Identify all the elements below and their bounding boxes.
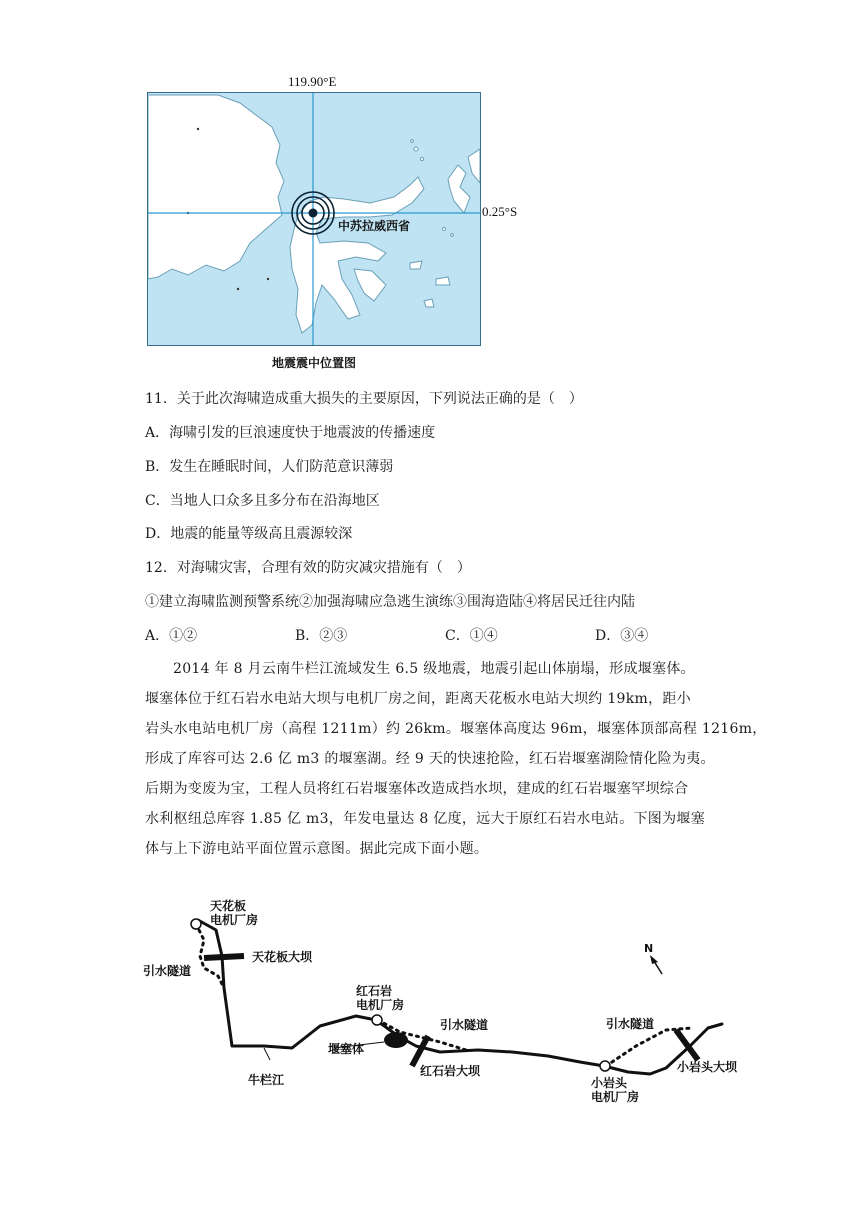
province-label: 中苏拉威西省 [338, 219, 411, 233]
tianhuaban-plant-label-1: 天花板 [210, 899, 247, 913]
north-arrow-icon [650, 955, 662, 974]
question-12-option-c: C．①④ [445, 628, 498, 644]
map-caption: 地震震中位置图 [272, 356, 357, 370]
tianhuaban-plant-icon [191, 919, 201, 929]
north-label: N [644, 942, 654, 955]
barrier-icon [384, 1032, 408, 1048]
hongshiyan-dam-icon [412, 1036, 428, 1066]
xiaoyantou-plant-label-1: 小岩头 [591, 1076, 628, 1090]
question-11-stem: 11．关于此次海啸造成重大损失的主要原因，下列说法正确的是（ ） [145, 391, 583, 407]
passage-line: 堰塞体位于红石岩水电站大坝与电机厂房之间，距离天花板水电站大坝约 19km，距小 [145, 691, 692, 707]
barrier-label: 堰塞体 [328, 1042, 365, 1056]
question-12-statement: ①建立海啸监测预警系统②加强海啸应急逃生演练③围海造陆④将居民迁往内陆 [145, 594, 635, 610]
hongshiyan-plant-icon [372, 1015, 382, 1025]
passage-line: 2014 年 8 月云南牛栏江流域发生 6.5 级地震，地震引起山体崩塌，形成堰塞体。 [173, 661, 695, 677]
passage-line: 后期为变废为宝，工程人员将红石岩堰塞体改造成挡水坝，建成的红石岩堰塞罕坝综合 [145, 781, 689, 797]
tunnel-right-label: 引水隧道 [606, 1017, 655, 1031]
hongshiyan-plant-label-2: 电机厂房 [356, 998, 405, 1012]
tunnel-middle-label: 引水隧道 [440, 1018, 489, 1032]
longitude-label: 119.90°E [288, 74, 337, 89]
question-12-option-a: A．①② [145, 628, 198, 644]
question-11-option-d: D．地震的能量等级高且震源较深 [145, 526, 353, 542]
latitude-label: 0.25°S [482, 204, 518, 219]
xiaoyantou-plant-label-2: 电机厂房 [591, 1090, 640, 1104]
passage-line: 水利枢纽总库容 1.85 亿 m3，年发电量达 8 亿度，远大于原红石岩水电站。下图为堰塞 [145, 811, 706, 827]
xiaoyantou-dam-label: 小岩头大坝 [677, 1060, 738, 1074]
river-label-pointer [264, 1048, 270, 1060]
hongshiyan-plant-label-1: 红石岩 [356, 984, 393, 998]
question-12-stem: 12．对海啸灾害，合理有效的防灾减灾措施有（ ） [145, 560, 471, 576]
tianhuaban-dam-icon [204, 956, 244, 958]
hongshiyan-dam-label: 红石岩大坝 [420, 1064, 481, 1078]
tianhuaban-dam-label: 天花板大坝 [252, 950, 313, 964]
question-11-option-b: B．发生在睡眠时间，人们防范意识薄弱 [145, 459, 394, 475]
question-12-option-b: B．②③ [295, 628, 348, 644]
passage-line: 形成了库容可达 2.6 亿 m3 的堰塞湖。经 9 天的快速抢险，红石岩堰塞湖险情化险为夷。 [145, 751, 715, 767]
passage-line: 体与上下游电站平面位置示意图。据此完成下面小题。 [145, 841, 489, 857]
passage-line: 岩头水电站电机厂房（高程 1211m）约 26km。堰塞体高度达 96m，堰塞体顶部高程 1216m， [145, 721, 767, 737]
xiaoyantou-plant-icon [600, 1061, 610, 1071]
tianhuaban-plant-label-2: 电机厂房 [210, 913, 259, 927]
question-12-option-d: D．③④ [595, 628, 649, 644]
question-11-option-a: A．海啸引发的巨浪速度快于地震波的传播速度 [145, 425, 436, 441]
tunnel-left-label: 引水隧道 [143, 964, 192, 978]
river-label: 牛栏江 [248, 1073, 285, 1087]
question-11-option-c: C．当地人口众多且多分布在沿海地区 [145, 493, 380, 509]
